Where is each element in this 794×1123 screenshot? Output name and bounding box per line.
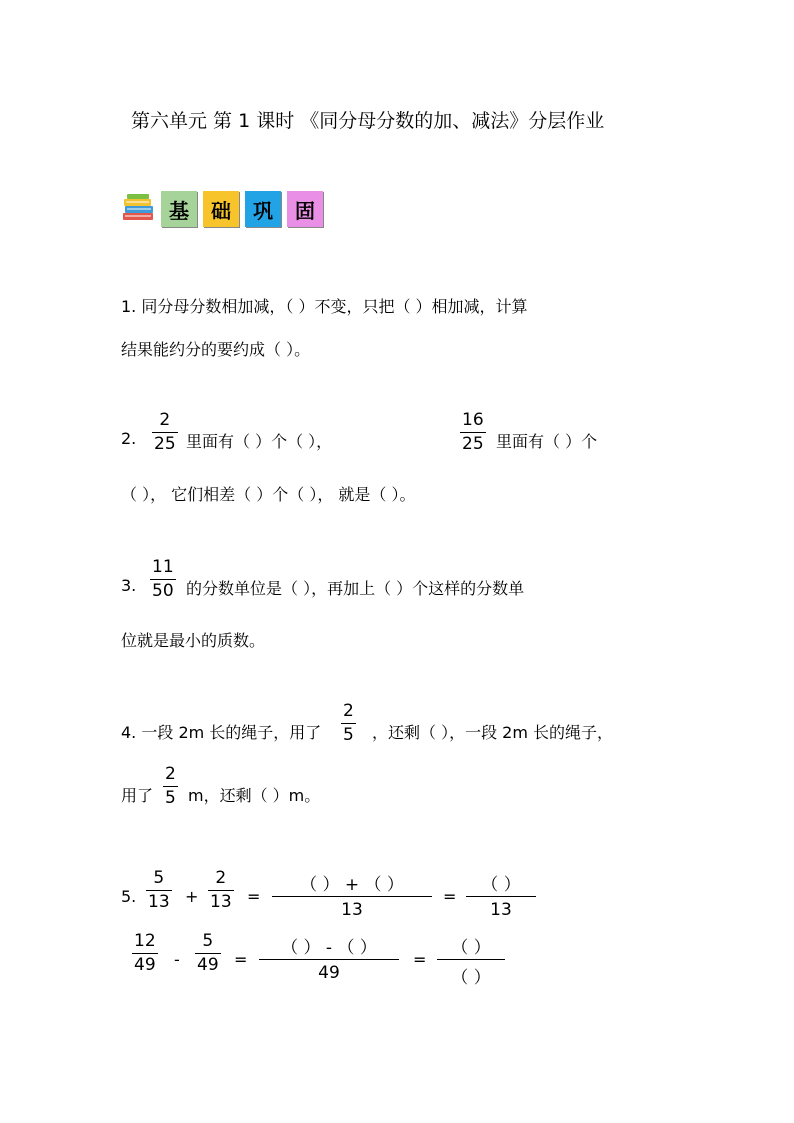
q2-text-1: 里面有（ ）个（ ）， <box>186 432 333 451</box>
numerator: 5 <box>202 931 214 951</box>
badge-gong: 巩 <box>245 191 281 227</box>
q4-text-1: 4. 一段 2m 长的绳子，用了 <box>121 723 322 742</box>
q5-mid-numerator: （ ） + （ ） <box>300 875 404 895</box>
q6-fraction-b <box>195 933 221 974</box>
badge-ji: 基 <box>161 191 197 227</box>
numerator: 2 <box>159 410 171 430</box>
q5-mid-denominator: 13 <box>341 900 363 920</box>
q1-line2: 结果能约分的要约成（ ）。 <box>121 340 311 359</box>
denominator: 5 <box>343 725 354 745</box>
q5-number: 5. <box>121 887 137 906</box>
denominator: 49 <box>197 955 219 975</box>
q2-line2: （ ）， 它们相差（ ）个（ ）， 就是（ ）。 <box>121 485 416 504</box>
q4-text-4: m，还剩（ ）m。 <box>188 786 321 805</box>
books-icon <box>121 193 157 225</box>
q3-number: 3. <box>121 576 137 595</box>
badge-gu: 固 <box>287 191 323 227</box>
section-header <box>121 191 329 227</box>
denominator: 25 <box>154 434 176 454</box>
equals-sign: = <box>443 887 457 906</box>
page-title: 第六单元 第 1 课时 《同分母分数的加、减法》分层作业 <box>131 110 605 132</box>
denominator: 25 <box>462 434 484 454</box>
q4-fraction-1 <box>341 703 356 744</box>
q6-mid-denominator: 49 <box>318 963 340 983</box>
q5-fraction-a <box>146 870 172 911</box>
q4-fraction-2 <box>163 766 178 807</box>
denominator: 13 <box>210 892 232 912</box>
numerator: 2 <box>215 868 227 888</box>
minus-sign: - <box>174 950 180 969</box>
q3-text-1: 的分数单位是（ ），再加上（ ）个这样的分数单 <box>186 579 525 598</box>
q3-fraction <box>150 559 176 600</box>
denominator: 49 <box>134 955 156 975</box>
equals-sign: = <box>247 887 261 906</box>
denominator: 13 <box>148 892 170 912</box>
denominator: 5 <box>165 788 176 808</box>
q6-mid-bar <box>259 959 399 960</box>
q4-text-2: ，还剩（ ），一段 2m 长的绳子， <box>372 723 614 742</box>
numerator: 2 <box>165 764 176 784</box>
q4-text-3: 用了 <box>121 786 154 805</box>
q5-result-bar <box>466 896 536 897</box>
q6-result-bar <box>437 959 505 960</box>
equals-sign: = <box>413 950 427 969</box>
q2-fraction-1 <box>152 412 178 453</box>
numerator: 16 <box>462 410 484 430</box>
numerator: 5 <box>153 868 165 888</box>
q1-line1: 1. 同分母分数相加减，（ ）不变，只把（ ）相加减，计算 <box>121 297 528 316</box>
q6-result-denominator: （ ） <box>451 968 491 988</box>
q5-mid-bar <box>272 896 432 897</box>
q2-fraction-2 <box>460 412 486 453</box>
q5-result-denominator: 13 <box>490 900 512 920</box>
q2-text-2: 里面有（ ）个 <box>496 432 598 451</box>
plus-sign: + <box>185 887 199 906</box>
q5-fraction-b <box>208 870 234 911</box>
q6-mid-numerator: （ ） - （ ） <box>281 938 377 958</box>
numerator: 2 <box>343 701 354 721</box>
q6-fraction-a <box>132 933 158 974</box>
denominator: 50 <box>152 581 174 601</box>
q2-number: 2. <box>121 429 137 448</box>
numerator: 11 <box>152 557 174 577</box>
q5-result-numerator: （ ） <box>481 875 521 895</box>
q6-result-numerator: （ ） <box>451 938 491 958</box>
numerator: 12 <box>134 931 156 951</box>
q3-line2: 位就是最小的质数。 <box>121 631 266 650</box>
badge-chu: 础 <box>203 191 239 227</box>
equals-sign: = <box>234 950 248 969</box>
